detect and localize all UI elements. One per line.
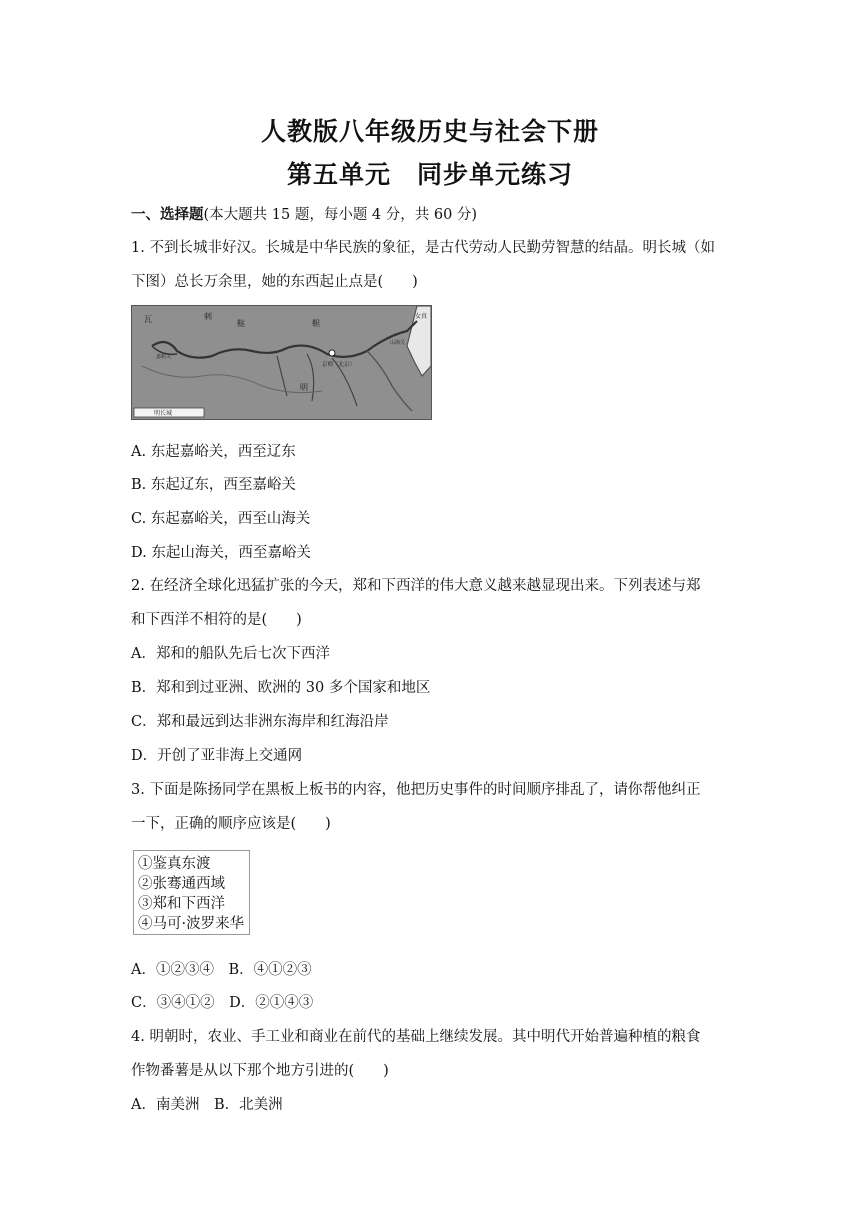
map-label: 剌: [204, 312, 212, 321]
map-label: 明: [300, 383, 308, 392]
map-graphic: [132, 306, 431, 419]
document-title: 人教版八年级历史与社会下册: [260, 117, 599, 146]
q1-option-d: D. 东起山海关，西至嘉峪关: [131, 545, 311, 561]
map-label: 鞑: [237, 319, 245, 328]
blackboard-list: [133, 850, 250, 935]
q3-stem-line1: 3. 下面是陈扬同学在黑板上板书的内容，他把历史事件的时间顺序排乱了，请你帮他纠正: [131, 782, 701, 798]
q4-options-row1: A．南美洲 B．北美洲: [131, 1097, 283, 1113]
q4-stem-line2: 作物番薯是从以下那个地方引进的( ): [131, 1063, 389, 1079]
section-heading: 一、选择题: [131, 206, 204, 223]
list-item: ③郑和下西洋: [138, 896, 225, 912]
q3-options-row2: C．③④①② D．②①④③: [131, 995, 314, 1011]
map-label: 京师（北京）: [322, 362, 356, 368]
q2-option-d: D．开创了亚非海上交通网: [131, 748, 303, 764]
map-label: 嘉峪关: [156, 354, 172, 360]
great-wall-map: [131, 305, 432, 420]
map-label: 瓦: [144, 315, 152, 324]
q3-options-row1: A．①②③④ B．④①②③: [131, 962, 312, 978]
q4-stem-line1: 4. 明朝时，农业、手工业和商业在前代的基础上继续发展。其中明代开始普遍种植的粮食: [131, 1029, 701, 1045]
q1-option-a: A. 东起嘉峪关，西至辽东: [131, 444, 296, 460]
q2-option-c: C．郑和最远到达非洲东海岸和红海沿岸: [131, 714, 389, 730]
map-caption: 明长城: [154, 410, 173, 417]
map-label: 靼: [312, 319, 320, 328]
document-subtitle: 第五单元 同步单元练习: [286, 160, 573, 189]
map-label: 女真: [415, 313, 428, 320]
q3-stem-line2: 一下，正确的顺序应该是( ): [131, 816, 331, 832]
q1-stem-line2: 下图）总长万余里，她的东西起止点是( ): [131, 274, 418, 290]
q2-stem-line1: 2. 在经济全球化迅猛扩张的今天，郑和下西洋的伟大意义越来越显现出来。下列表述与郑: [131, 578, 701, 594]
q2-option-a: A．郑和的船队先后七次下西洋: [131, 646, 330, 662]
q1-option-b: B. 东起辽东，西至嘉峪关: [131, 477, 296, 493]
section-note: (本大题共 15 题，每小题 4 分，共 60 分): [203, 207, 478, 223]
q2-option-b: B．郑和到过亚洲、欧洲的 30 多个国家和地区: [131, 680, 431, 696]
q2-stem-line2: 和下西洋不相符的是( ): [131, 612, 302, 628]
list-item: ②张骞通西域: [138, 876, 225, 892]
list-item: ①鉴真东渡: [138, 856, 211, 872]
section-header: [131, 203, 477, 224]
q1-stem-line1: 1. 不到长城非好汉。长城是中华民族的象征，是古代劳动人民勤劳智慧的结晶。明长城（如: [131, 240, 715, 256]
map-label: 山海关: [390, 340, 406, 346]
list-item: ④马可·波罗来华: [138, 916, 245, 932]
q1-option-c: C. 东起嘉峪关，西至山海关: [131, 511, 311, 527]
